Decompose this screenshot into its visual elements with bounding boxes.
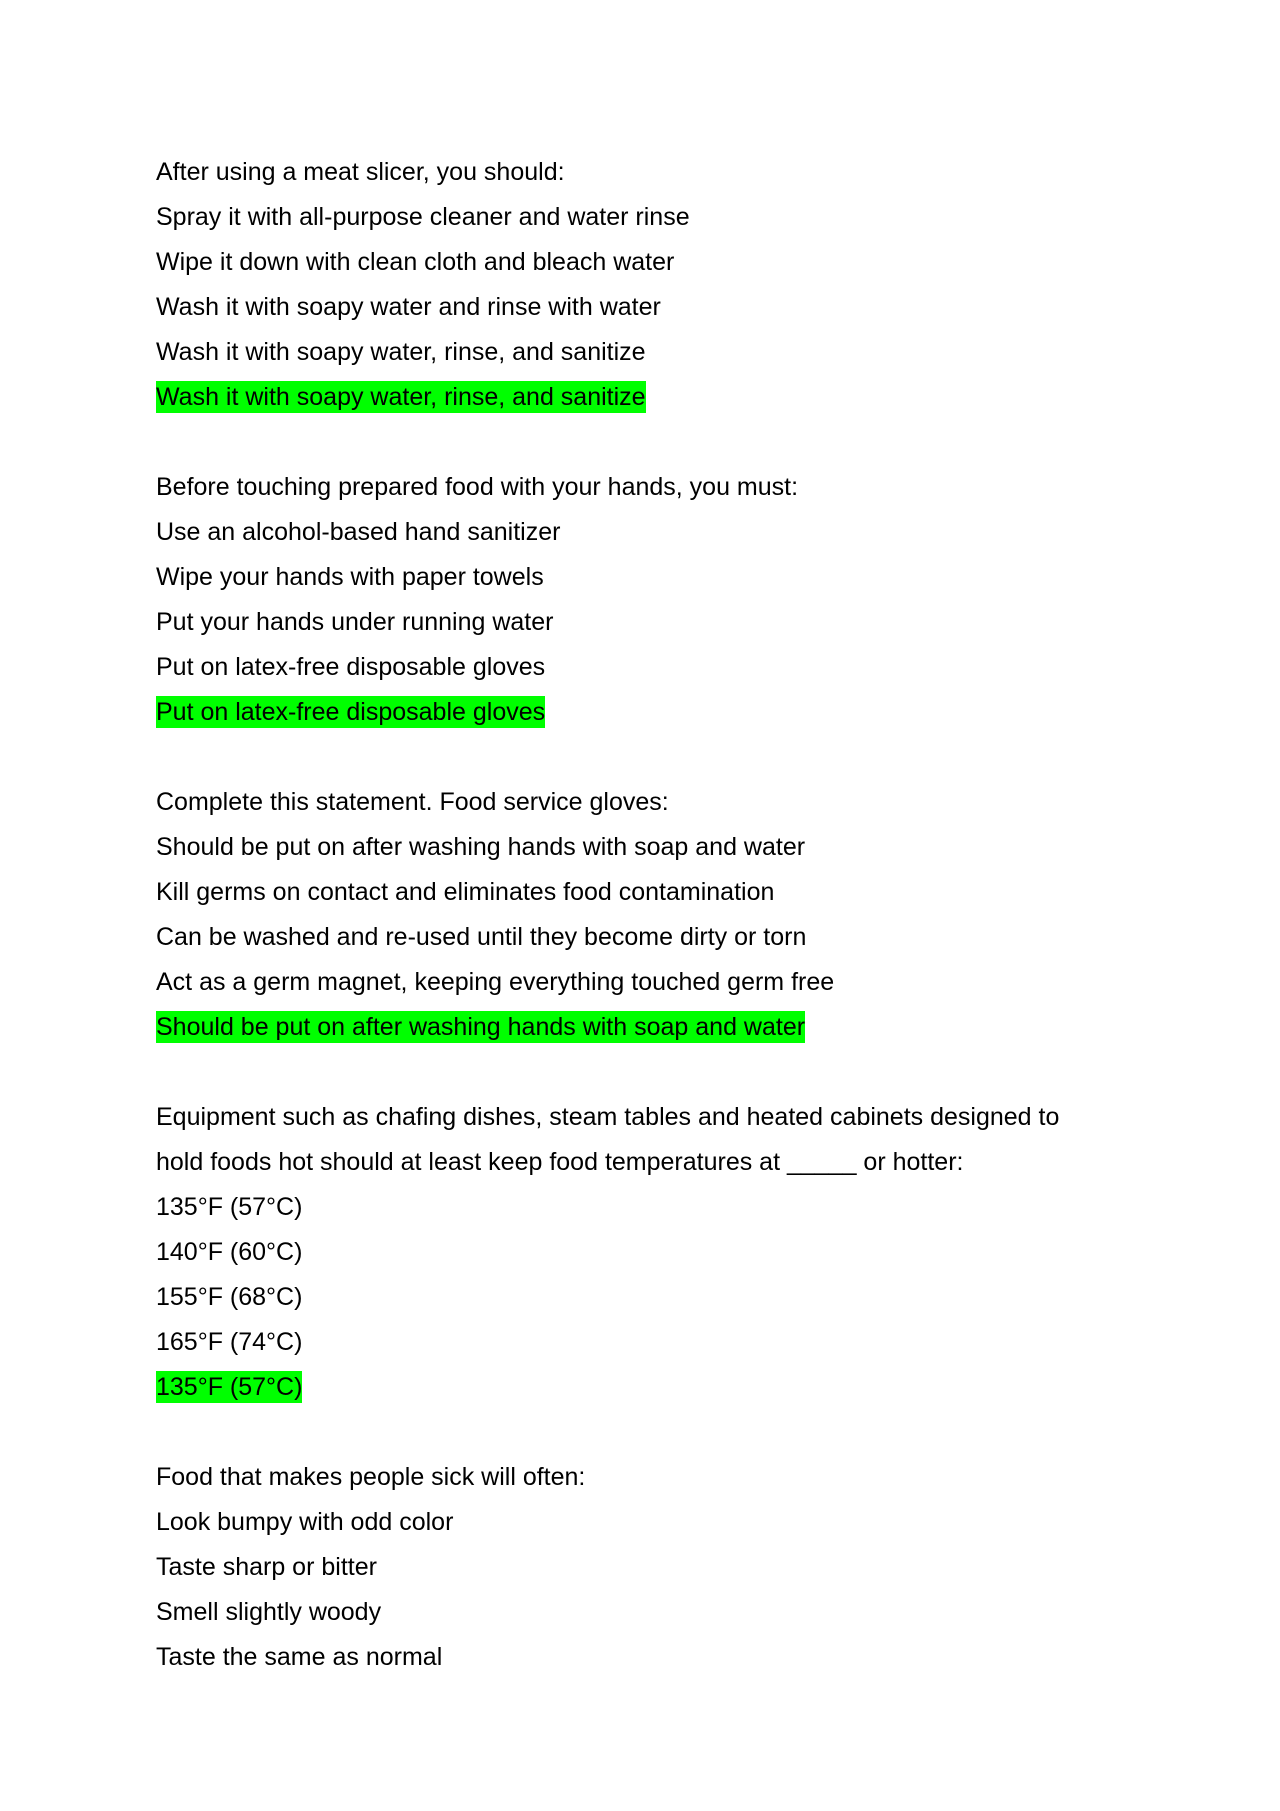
correct-answer-highlight: 135°F (57°C) <box>156 1373 303 1401</box>
answer-option: Act as a germ magnet, keeping everything touched germ free <box>156 968 835 996</box>
answer-option: Kill germs on contact and eliminates food contamination <box>156 878 775 906</box>
answer-option: Put your hands under running water <box>156 608 554 636</box>
question-prompt: After using a meat slicer, you should: <box>156 158 565 186</box>
answer-option: 140°F (60°C) <box>156 1238 303 1266</box>
answer-option: Use an alcohol-based hand sanitizer <box>156 518 561 546</box>
answer-option: Smell slightly woody <box>156 1598 382 1626</box>
question-prompt: Complete this statement. Food service gloves: <box>156 788 669 816</box>
correct-answer <box>156 375 1156 420</box>
question-block <box>156 150 1156 420</box>
answer-option: Can be washed and re-used until they become dirty or torn <box>156 923 807 951</box>
question-block <box>156 465 1156 735</box>
answer-option: Wash it with soapy water, rinse, and sanitize <box>156 338 646 366</box>
question-prompt: Food that makes people sick will often: <box>156 1463 586 1491</box>
spacer <box>156 1050 1156 1095</box>
answer-option: 165°F (74°C) <box>156 1328 303 1356</box>
question-block <box>156 1095 1156 1410</box>
spacer <box>156 735 1156 780</box>
spacer <box>156 1410 1156 1455</box>
answer-option: Look bumpy with odd color <box>156 1508 454 1536</box>
answer-option: Taste sharp or bitter <box>156 1553 377 1581</box>
answer-option: 135°F (57°C) <box>156 1193 303 1221</box>
correct-answer <box>156 1005 1156 1050</box>
correct-answer <box>156 690 1156 735</box>
spacer <box>156 420 1156 465</box>
document-content <box>156 150 1156 1680</box>
answer-option: Taste the same as normal <box>156 1643 443 1671</box>
question-prompt-line-1: Equipment such as chafing dishes, steam tables and heated cabinets designed to <box>156 1103 1060 1131</box>
correct-answer <box>156 1365 1156 1410</box>
answer-option: Wipe your hands with paper towels <box>156 563 544 591</box>
answer-option: Should be put on after washing hands with soap and water <box>156 833 806 861</box>
question-prompt-line-2: hold foods hot should at least keep food temperatures at _____ or hotter: <box>156 1148 964 1176</box>
answer-option: 155°F (68°C) <box>156 1283 303 1311</box>
answer-option: Wipe it down with clean cloth and bleach water <box>156 248 675 276</box>
correct-answer-highlight: Wash it with soapy water, rinse, and sanitize <box>156 383 646 411</box>
correct-answer-highlight: Should be put on after washing hands with soap and water <box>156 1013 806 1041</box>
correct-answer-highlight: Put on latex-free disposable gloves <box>156 698 546 726</box>
answer-option: Put on latex-free disposable gloves <box>156 653 546 681</box>
answer-option: Spray it with all-purpose cleaner and water rinse <box>156 203 690 231</box>
answer-option: Wash it with soapy water and rinse with water <box>156 293 661 321</box>
question-block <box>156 780 1156 1050</box>
question-prompt: Before touching prepared food with your hands, you must: <box>156 473 799 501</box>
question-block <box>156 1455 1156 1680</box>
